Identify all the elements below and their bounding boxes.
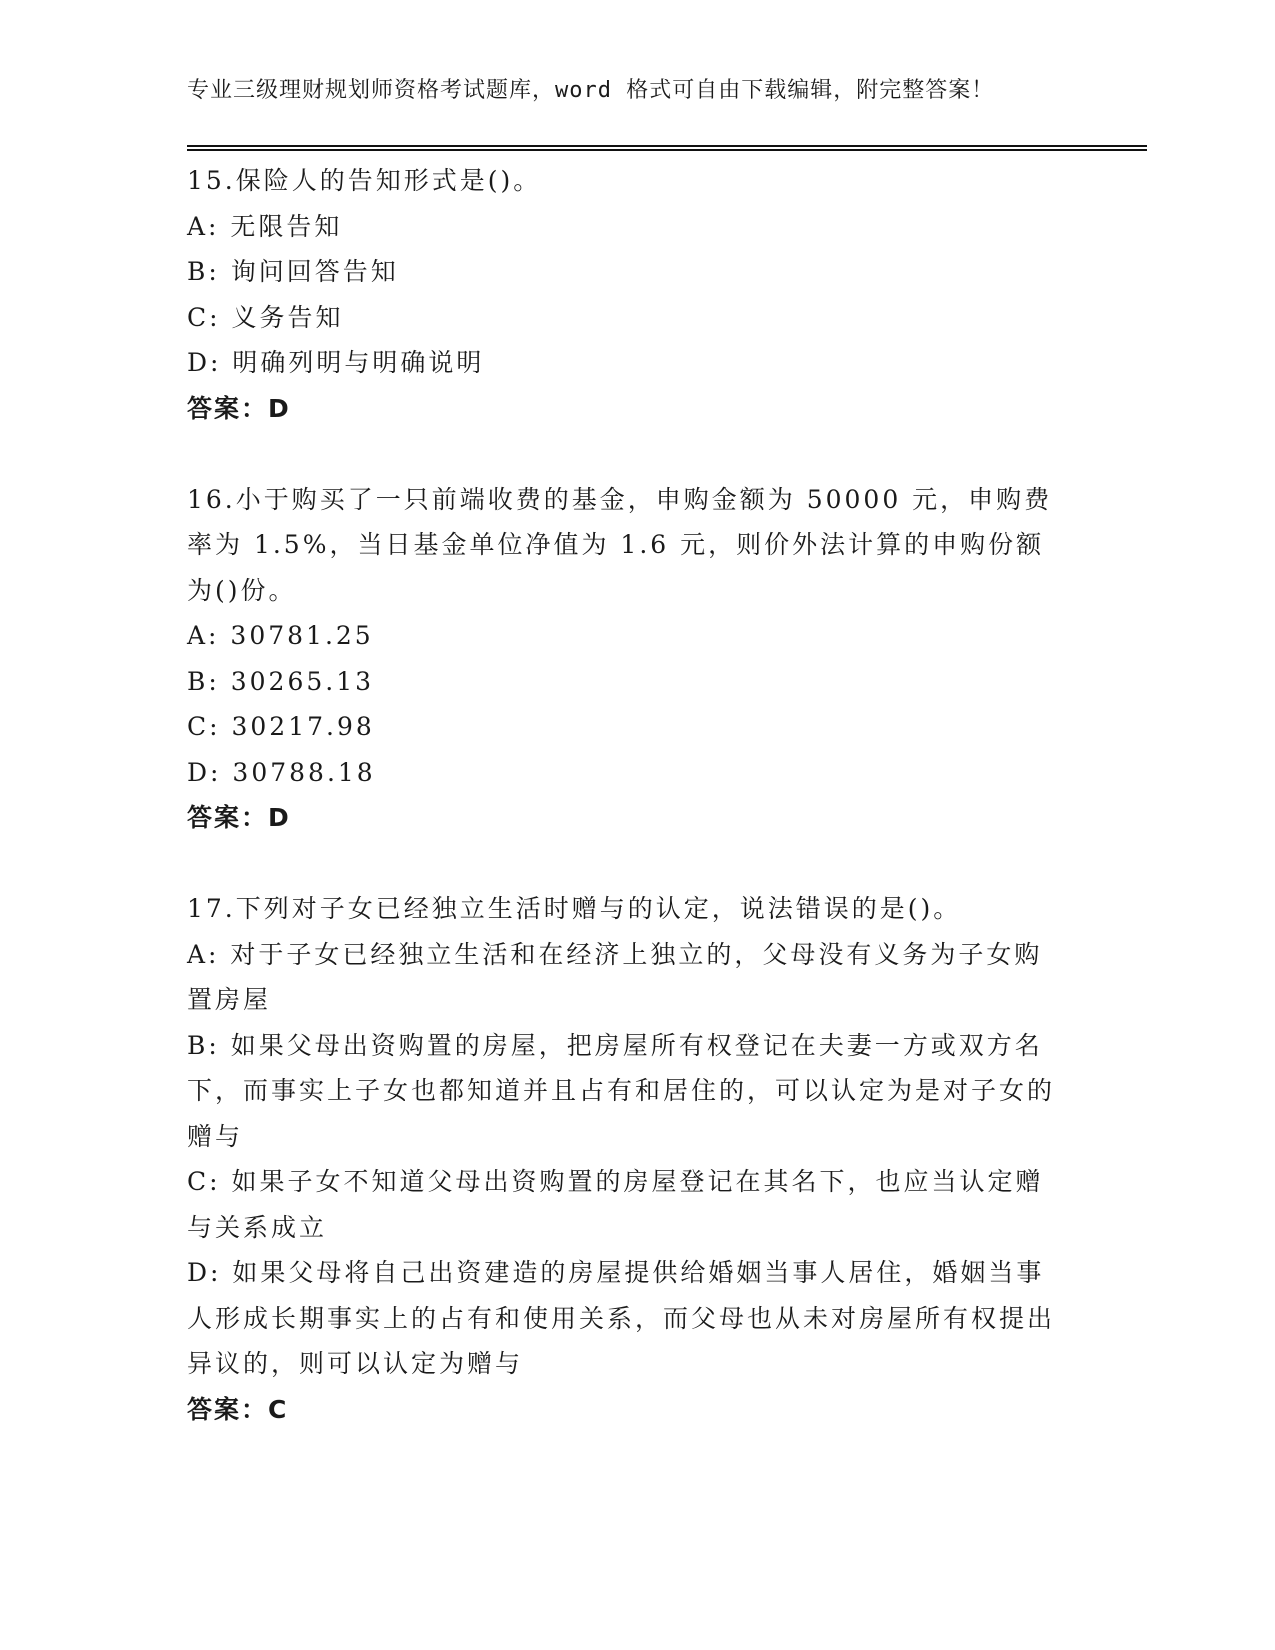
question-list: [187, 158, 1067, 1478]
answer-line: 答案：D: [187, 393, 291, 423]
option-d: D: 如果父母将自己出资建造的房屋提供给婚姻当事人居住，婚姻当事人形成长期事实上的占有和使用关系，而父母也从未对房屋所有权提出异议的，则可以认定为赠与: [187, 1258, 1056, 1378]
option-c: C: 如果子女不知道父母出资购置的房屋登记在其名下，也应当认定赠与关系成立: [187, 1167, 1044, 1242]
option-b: B: 询问回答告知: [187, 257, 399, 286]
header-divider: [187, 145, 1147, 151]
option-a: A: 无限告知: [187, 211, 343, 241]
header-note: 专业三级理财规划师资格考试题库，word 格式可自由下载编辑，附完整答案！: [187, 78, 995, 103]
answer-line: 答案：D: [187, 803, 291, 832]
answer-line: 答案：C: [187, 1394, 289, 1424]
question-stem: 16.小于购买了一只前端收费的基金，申购金额为 50000 元，申购费率为 1.5%，当日基金单位净值为 1.6 元，则价外法计算的申购份额为()份。: [187, 484, 1053, 605]
question-17: [187, 886, 1067, 1432]
option-b: B: 30265.13: [187, 666, 375, 696]
question-15: [187, 158, 1067, 431]
option-b: B: 如果父母出资购置的房屋，把房屋所有权登记在夫妻一方或双方名下，而事实上子女也都知道并且占有和居住的，可以认定为是对子女的赠与: [187, 1030, 1056, 1151]
option-d: D: 明确列明与明确说明: [187, 348, 485, 377]
question-stem: 17.下列对子女已经独立生活时赠与的认定，说法错误的是()。: [187, 894, 962, 923]
question-16: [187, 477, 1067, 841]
option-c: C: 义务告知: [187, 302, 344, 332]
question-stem: 15.保险人的告知形式是()。: [187, 166, 542, 195]
option-a: A: 30781.25: [187, 621, 374, 650]
option-d: D: 30788.18: [187, 757, 376, 787]
option-c: C: 30217.98: [187, 712, 375, 741]
option-a: A: 对于子女已经独立生活和在经济上独立的，父母没有义务为子女购置房屋: [187, 939, 1043, 1014]
